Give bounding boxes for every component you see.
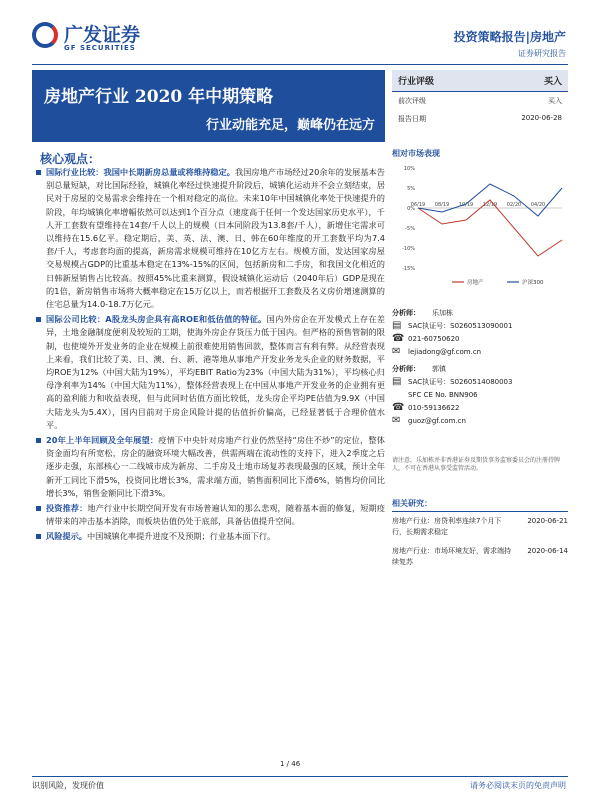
analyst-name: 郭镇 [432, 364, 446, 373]
page-header [0, 0, 600, 64]
prev-rating-value: 买入 [548, 97, 562, 105]
x-tick-label: 02/20 [506, 202, 522, 208]
legend-label: 房地产 [467, 280, 484, 286]
report-title: 房地产行业 2020 年中期策略 [44, 87, 274, 107]
disclaimer: 请注意，乐加栋并非香港证券及期货事务监察委员会的注册持牌人，不可在香港从事受监管活动。 [392, 457, 561, 472]
report-sub: 证券研究报告 [518, 49, 566, 58]
paragraph: 国际公司比较：A股龙头房企具有高ROE和低估值的特征。国内外房企在开发模式上存在差异，土地金融制度便利及较短的工期，使海外房企存货压力低于国内。但严格的预售管制的限制，也使境外开发业务的企业在规模上前很难使用销售回款，整体而言有利有弊。从经营表现上来看，我们比较了美、日、澳、台、新、港等地从事地产开发业务龙头企业的财务数据，平均ROE为12%（中国大陆为19%），平均EBIT Ratio为23%（中国大陆为31%），平均核心归母净利率为14%（中国大陆为11%），整体经营表现上在中国从事地产开发业务的企业拥有更高的盈利能力和收益表现，但与此同时估值方面比较低，龙头房企平均PE估值为9.9X（中国大陆龙头为5.4X），国内目前对于房企风险计提的估值折价偏高，已经显著低于合理价值水平。 [36, 313, 385, 432]
series-line-real-estate [418, 200, 562, 256]
analyst-sfc: SFC CE No. BNN906 [408, 390, 478, 399]
paragraph: 20年上半年回顾及全年展望：疫情下中央针对房地产行业仍然坚持“房住不炒”的定位，整体资金面均有所宽松，房企的融资环境大幅改善，供需两端在流动性的支持下，进入2季度之后逐步走强，东部核心一二线城市成为新房、二手房及土地市场复苏表现最强的区域，预计全年新开工同比下滑5%，投资同比增长3%，需求端方面，销售面积同比下滑6%，销售均价同比增长3%，销售金额同比下滑3%。 [36, 434, 385, 500]
phone-icon: ☎ [392, 333, 405, 344]
report-type: 投资策略报告|房地产 [453, 30, 566, 44]
related-item[interactable]: 房地产行业：房贷利率连续7个月下行，长期需求稳定 2020-06-21 [392, 517, 568, 536]
page-number: 1 / 46 [280, 760, 301, 768]
email-icon: ✉ [392, 346, 401, 357]
analyst-name: 乐加栋 [432, 308, 453, 317]
id-card-icon: ▤ [392, 376, 402, 387]
y-tick-label: 5% [407, 186, 415, 192]
y-tick-label: -15% [402, 266, 415, 272]
y-tick-label: -10% [402, 246, 415, 252]
analyst-email[interactable]: lejiadong@gf.com.cn [408, 347, 482, 356]
section-title: 核心观点： [40, 152, 101, 166]
divider [32, 64, 568, 65]
market-chart [392, 160, 568, 290]
date-value: 2020-06-28 [521, 114, 562, 122]
related-item[interactable]: 房地产行业：市场环境友好，需求端持续复苏 2020-06-14 [392, 547, 568, 566]
y-tick-label: -5% [405, 226, 415, 232]
paragraph: 风险提示。中国城镇化率提升进度不及预期；行业基本面下行。 [36, 530, 385, 543]
x-tick-label: 04/20 [530, 202, 546, 208]
rating-label: 行业评级 [398, 77, 435, 87]
footer-divider [32, 776, 568, 777]
analyst-email[interactable]: guoz@gf.com.cn [408, 416, 466, 425]
logo-icon [32, 22, 58, 48]
core-views [36, 166, 385, 546]
email-icon: ✉ [392, 415, 401, 426]
analyst-phone: 010-59136622 [408, 403, 460, 412]
title-banner [32, 70, 385, 142]
footer-slogan: 识别风险，发现价值 [32, 781, 104, 790]
paragraph: 投资推荐：地产行业中长期空间开发有市场普遍认知的那么悲观，随着基本面的修复，短期疫情带来的冲击基本消除，而板块估值仍处于底部，具备估值提升空间。 [36, 502, 385, 528]
legend-label: 沪深300 [522, 280, 544, 286]
analyst-label: 分析师： [392, 308, 420, 317]
x-tick-label: 10/19 [458, 202, 474, 208]
analyst-label: 分析师： [392, 364, 420, 373]
chart-title: 相对市场表现 [392, 149, 440, 158]
date-label: 报告日期 [398, 115, 426, 123]
logo: 广发证券 [32, 22, 140, 48]
y-tick-label: 10% [403, 166, 415, 172]
x-tick-label: 12/19 [482, 202, 498, 208]
id-card-icon: ▤ [392, 320, 402, 331]
related-title: 相关研究： [392, 498, 568, 512]
analyst-block [392, 306, 568, 427]
y-tick-label: 0% [407, 206, 415, 212]
rating-box [392, 70, 568, 128]
analyst-sac: SAC执证号：S0260513090001 [408, 321, 513, 330]
footer-disclaimer: 请务必阅读末页的免责声明 [470, 781, 566, 790]
analyst-phone: 021-60750620 [408, 334, 460, 343]
analyst-sac: SAC执证号：S0260514080003 [408, 377, 513, 386]
phone-icon: ☎ [392, 402, 405, 413]
rating-value: 买入 [543, 77, 562, 87]
x-tick-label: 08/19 [434, 202, 450, 208]
logo-en: GF SECURITIES [64, 44, 136, 52]
x-tick-label: 06/19 [410, 202, 426, 208]
prev-rating-label: 前次评级 [398, 97, 426, 105]
report-subtitle: 行业动能充足，巅峰仍在远方 [205, 118, 375, 133]
paragraph: 国际行业比较：我国中长期新房总量或将维持稳定。我国房地产市场经过20余年的发展基本告别总量短缺，对比国际经验，城镇化率经过快速提升阶段后，城镇化运动并不会立刻结束，居民对于房屋的交易需求会维持在一个相对稳定的高位。未来10年中国城镇化率处于快速提升的阶段，年均城镇化率增幅依然可以达到1个百分点（速度高于任何一个发达国家历史水平），千人开工套数有望维持在14套/千人以上的规模（日本同阶段为13.8套/千人），新增住宅需求可以维持在15.6亿平。稳定期后，美、英、法、澳、日、韩在60年维度的开工套数平均为7.4套/千人，考虑套均面的提高，新房需求规模可维持在10亿方左右。规模方面，发达国家房屋交易规模占GDP的比重基本稳定在13%-15%的区间，包括新房和二手房，和我国文化相近的日韩新屋销售占比较高。按照45%比重来测算，假设城镇化运动后（2040年后）GDP是现在的1倍，新房销售市场将大概率稳定在15万亿以上，而若根据开工套数及名义房价增速测算的住宅总量为14.0-18.7万亿元。 [36, 166, 385, 311]
